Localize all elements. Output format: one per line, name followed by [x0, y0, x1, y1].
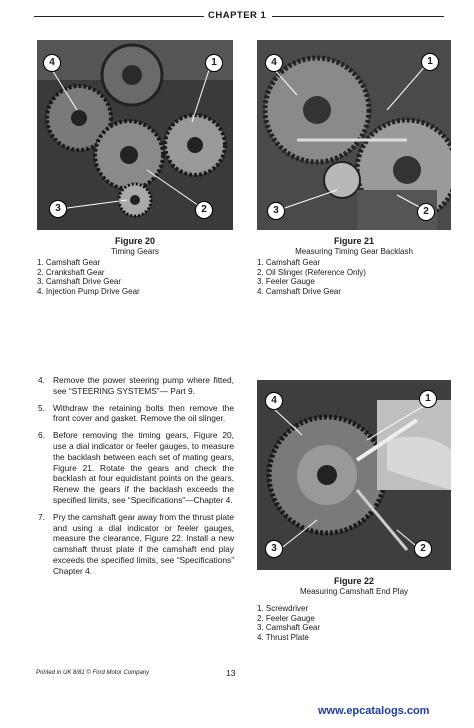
legend-item: 4. Camshaft Drive Gear: [257, 286, 342, 296]
procedure-steps: [38, 375, 234, 583]
callout-3: 3: [265, 540, 283, 558]
figure-22-subtitle: Measuring Camshaft End Play: [299, 587, 409, 596]
chapter-header: [34, 10, 444, 22]
legend-item: 2. Feeler Gauge: [257, 613, 315, 623]
callout-1: 1: [419, 390, 437, 408]
step-number: 4.: [38, 375, 45, 385]
header-rule-right: [272, 16, 444, 17]
watermark-link[interactable]: www.epcatalogs.com: [318, 705, 430, 717]
callout-2: 2: [417, 203, 435, 221]
figure-20-title: Figure 20: [114, 236, 155, 246]
step-number: 7.: [38, 511, 45, 522]
page-number: 13: [226, 668, 236, 678]
callout-3: 3: [267, 202, 285, 220]
figure-20-photo: [37, 40, 233, 230]
step-number: 6.: [38, 430, 45, 441]
printed-note: Printed in UK 8/81 © Ford Motor Company: [36, 670, 150, 676]
step-text: Withdraw the retaining bolts then remove the front cover and gasket. Remove the oil slinger.: [53, 402, 234, 424]
step-text: Pry the camshaft gear away from the thrust plate and using a dial indicator or feeler gauges, measure the clearance, Figure 22. Install a new camshaft thrust plate if the camshaft end play exceeds the specified limits, see “Specifications” Chapter 4.: [53, 511, 234, 576]
callout-4: 4: [265, 392, 283, 410]
legend-item: 3. Camshaft Drive Gear: [37, 277, 122, 286]
figure-22-title: Figure 22: [333, 576, 374, 586]
legend-item: 2. Oil Slinger (Reference Only): [257, 267, 366, 277]
header-rule-left: [34, 16, 204, 17]
figure-22-legend: [257, 604, 320, 642]
legend-item: 4. Injection Pump Drive Gear: [37, 286, 140, 296]
list-item: [38, 430, 234, 506]
step-text: Remove the power steering pump where fitted, see “STEERING SYSTEMS”— Part 9.: [53, 375, 234, 396]
list-item: [38, 375, 234, 397]
figure-21-legend: [257, 258, 366, 296]
legend-item: 4. Thrust Plate: [257, 632, 309, 642]
figure-22-photo: [257, 380, 451, 570]
callout-1: 1: [205, 54, 223, 72]
callout-2: 2: [414, 540, 432, 558]
callout-4: 4: [43, 54, 61, 72]
legend-item: 3. Feeler Gauge: [257, 277, 315, 286]
callout-1: 1: [421, 53, 439, 71]
callout-2: 2: [195, 201, 213, 219]
figure-21-subtitle: Measuring Timing Gear Backlash: [295, 247, 413, 256]
chapter-title: CHAPTER 1: [208, 10, 267, 21]
legend-item: 3. Camshaft Gear: [257, 623, 321, 632]
figure-21-title: Figure 21: [333, 236, 374, 246]
list-item: [38, 403, 234, 425]
callout-3: 3: [49, 200, 67, 218]
figure-20-subtitle: Timing Gears: [111, 247, 159, 256]
legend-item: 2. Crankshaft Gear: [37, 267, 105, 277]
list-item: [38, 512, 234, 577]
step-number: 5.: [38, 402, 45, 413]
figure-20-legend: [37, 258, 140, 296]
callout-4: 4: [265, 54, 283, 72]
legend-item: 1. Camshaft Gear: [257, 258, 321, 267]
legend-item: 1. Camshaft Gear: [37, 258, 101, 267]
figure-21-photo: [257, 40, 451, 230]
step-text: Before removing the timing gears, Figure 20, use a dial indicator or feeler gauges, to measure the backlash between each set of mating gears, Figure 21. Rotate the gears and check the backlash at four equidistant points on the gears. Renew the gears if the backlash exceeds the specified limits, see “Specifications”—Chapter 4.: [53, 430, 234, 505]
legend-item: 1. Screwdriver: [257, 604, 309, 613]
